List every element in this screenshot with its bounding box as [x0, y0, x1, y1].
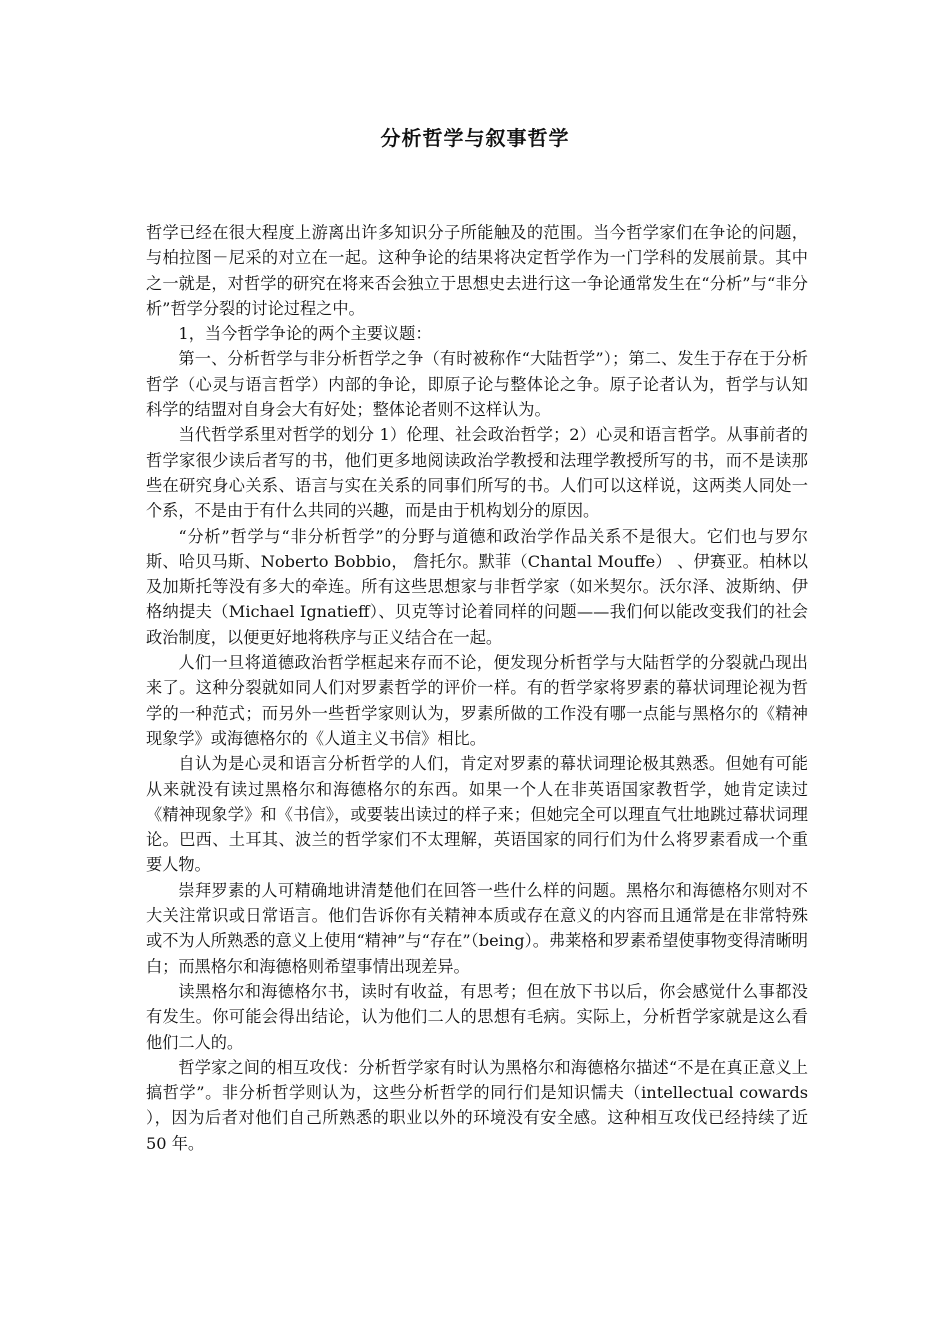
paragraph: 自认为是心灵和语言分析哲学的人们，肯定对罗素的幕状词理论极其熟悉。但她有可能从来就没有读过黑格尔和海德格尔的东西。如果一个人在非英语国家教哲学，她肯定读过《精神现象学》和《书信》，或要装出读过的样子来；但她完全可以理直气壮地跳过幕状词理论。巴西、土耳其、波兰的哲学家们不太理解，英语国家的同行们为什么将罗素看成一个重要人物。: [146, 754, 808, 875]
paragraph: 哲学已经在很大程度上游离出许多知识分子所能触及的范围。当今哲学家们在争论的问题，与柏拉图－尼采的对立在一起。这种争论的结果将决定哲学作为一门学科的发展前景。其中之一就是，对哲学的研究在将来否会独立于思想史去进行这一争论通常发生在“分析”与“非分析”哲学分裂的讨论过程之中。: [146, 223, 808, 318]
paragraph: 崇拜罗素的人可精确地讲清楚他们在回答一些什么样的问题。黑格尔和海德格尔则对不大关注常识或日常语言。他们告诉你有关精神本质或存在意义的内容而且通常是在非常特殊或不为人所熟悉的意义上使用“精神”与“存在”（being）。弗莱格和罗素希望使事物变得清晰明白；而黑格尔和海德格则希望事情出现差异。: [146, 880, 808, 976]
paragraph: 人们一旦将道德政治哲学框起来存而不论，便发现分析哲学与大陆哲学的分裂就凸现出来了。这种分裂就如同人们对罗素哲学的评价一样。有的哲学家将罗素的幕状词理论视为哲学的一种范式；而另外一些哲学家则认为，罗素所做的工作没有哪一点能与黑格尔的《精神现象学》或海德格尔的《人道主义书信》相比。: [146, 653, 808, 748]
paragraph: 哲学家之间的相互攻伐：分析哲学家有时认为黑格尔和海德格尔描述“不是在真正意义上搞哲学”。非分析哲学则认为，这些分析哲学的同行们是知识懦夫（intellectual cowards ），因为后者对他们自己所熟悉的职业以外的环境没有安全感。这种相互攻伐已经持续了近 50 年。: [146, 1057, 808, 1153]
paragraph: 当代哲学系里对哲学的划分 1）伦理、社会政治哲学；2）心灵和语言哲学。从事前者的哲学家很少读后者写的书，他们更多地阅读政治学教授和法理学教授所写的书，而不是读那些在研究身心关系、语言与实在关系的同事们所写的书。人们可以这样说，这两类人同处一个系，不是由于有什么共同的兴趣，而是由于机构划分的原因。: [146, 425, 808, 521]
page-title: 分析哲学与叙事哲学: [380, 126, 570, 150]
paragraph: 第一、分析哲学与非分析哲学之争（有时被称作“大陆哲学”）；第二、发生于存在于分析哲学（心灵与语言哲学）内部的争论，即原子论与整体论之争。原子论者认为，哲学与认知科学的结盟对自身会大有好处；整体论者则不这样认为。: [146, 349, 808, 420]
paragraph: “分析”哲学与“非分析哲学”的分野与道德和政治学作品关系不是很大。它们也与罗尔斯、哈贝马斯、Noberto Bobbio， 詹托尔。默菲（Chantal Mouffe） 、伊赛亚。柏林以及加斯托等没有多大的牵连。所有这些思想家与非哲学家（如米契尔。沃尔泽、波斯纳、伊格纳提夫（Michael Ignatieff）、贝克等讨论着同样的问题——我们何以能改变我们的社会政治制度，以便更好地将秩序与正义结合在一起。: [146, 526, 808, 647]
paragraph: 1，当今哲学争论的两个主要议题：: [178, 324, 432, 344]
paragraph: 读黑格尔和海德格尔书，读时有收益，有思考；但在放下书以后，你会感觉什么事都没有发生。你可能会得出结论，认为他们二人的思想有毛病。实际上，分析哲学家就是这么看他们二人的。: [146, 981, 808, 1052]
body-text: [146, 220, 808, 1156]
